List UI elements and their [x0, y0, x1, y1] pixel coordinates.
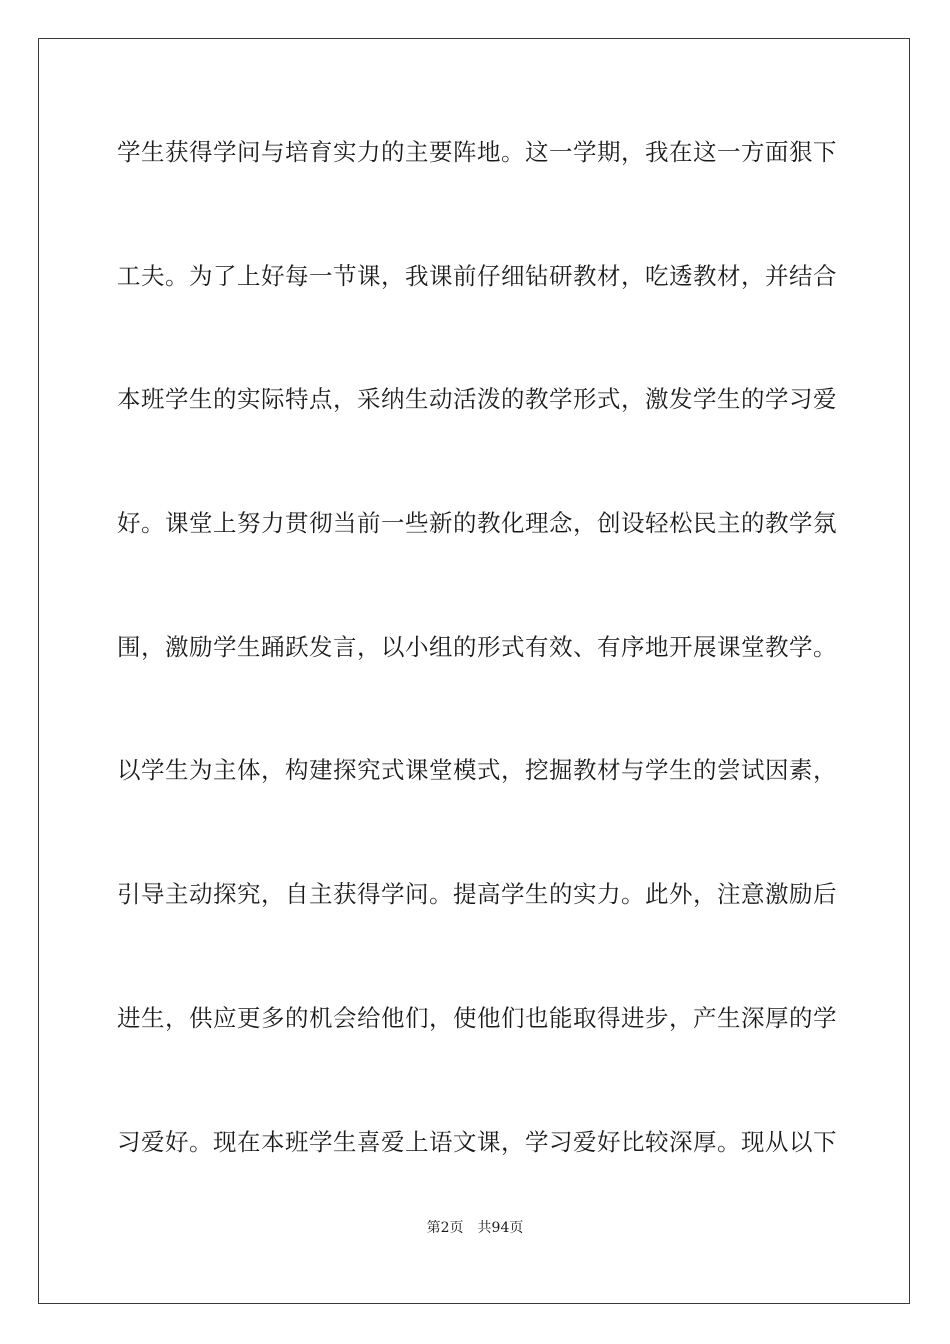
- body-text-line-9: 习爱好。现在本班学生喜爱上语文课，学习爱好比较深厚。现从以下: [117, 1128, 837, 1156]
- body-text-line-4: 好。课堂上努力贯彻当前一些新的教化理念，创设轻松民主的教学氛: [117, 509, 837, 537]
- total-pages-label: 共94页: [477, 1220, 524, 1236]
- body-text-line-5: 围，激励学生踊跃发言，以小组的形式有效、有序地开展课堂教学。: [117, 633, 837, 661]
- body-text-line-1: 学生获得学问与培育实力的主要阵地。这一学期，我在这一方面狠下: [117, 138, 837, 166]
- body-text-line-7: 引导主动探究，自主获得学问。提高学生的实力。此外，注意激励后: [117, 880, 837, 908]
- body-text-line-8: 进生，供应更多的机会给他们，使他们也能取得进步，产生深厚的学: [117, 1004, 837, 1032]
- page-border: [38, 38, 910, 1304]
- body-text-line-2: 工夫。为了上好每一节课，我课前仔细钻研教材，吃透教材，并结合: [117, 262, 837, 290]
- body-text-line-6: 以学生为主体，构建探究式课堂模式，挖掘教材与学生的尝试因素，: [117, 756, 837, 784]
- current-page-label: 第2页: [426, 1220, 464, 1236]
- body-text-line-3: 本班学生的实际特点，采纳生动活泼的教学形式，激发学生的学习爱: [117, 385, 837, 413]
- page-footer: [0, 1219, 950, 1237]
